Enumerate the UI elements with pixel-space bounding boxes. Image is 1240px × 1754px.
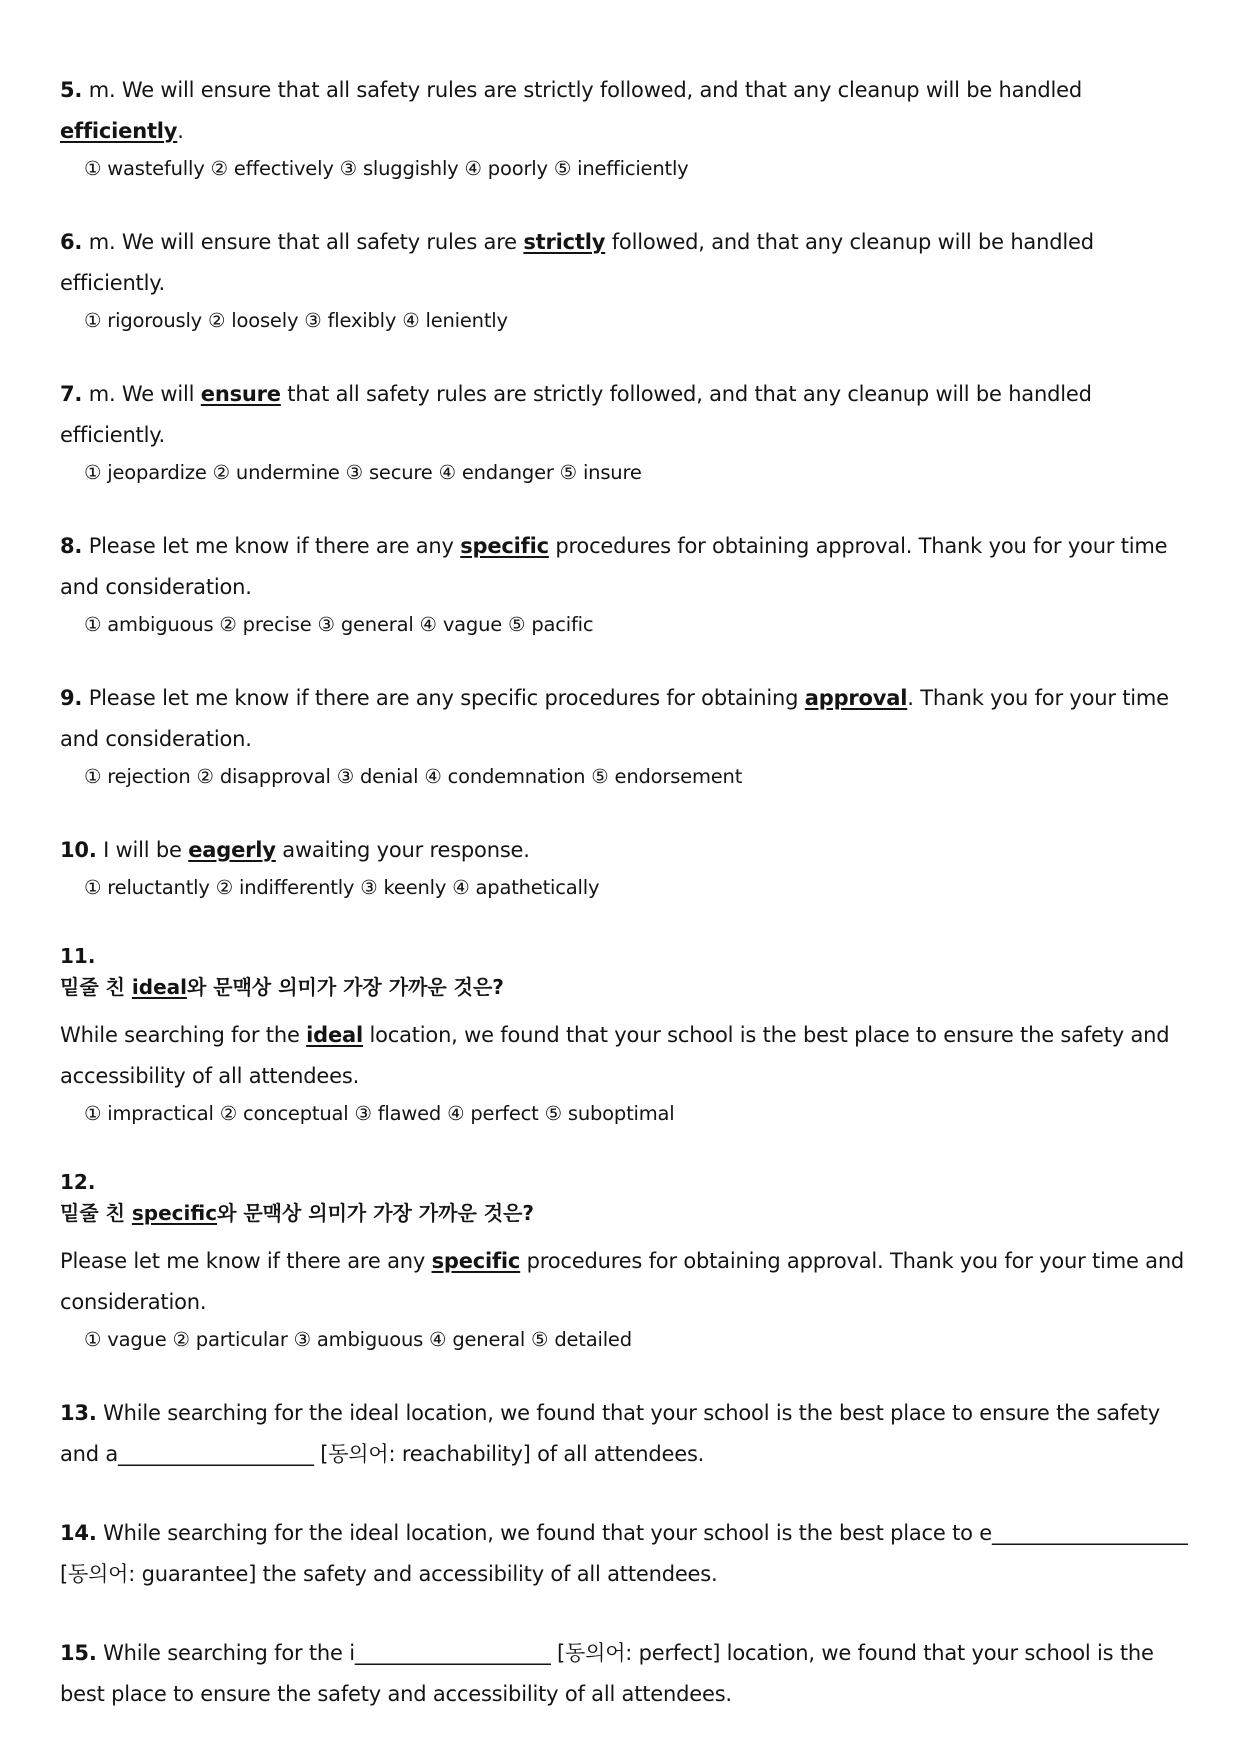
instruction-text: 밑줄 친 xyxy=(60,975,132,999)
sentence-text: . Thank you for your time and consideration. xyxy=(60,686,1169,751)
underlined-word: specific xyxy=(460,534,549,558)
underlined-word: eagerly xyxy=(188,838,276,862)
question-13 xyxy=(60,1393,1190,1475)
question-5-options: ① wastefully ② effectively ③ sluggishly ④ poorly ⑤ inefficiently xyxy=(84,157,689,180)
question-6-sentence xyxy=(60,222,1190,304)
question-7-options: ① jeopardize ② undermine ③ secure ④ endanger ⑤ insure xyxy=(84,461,642,484)
question-number: 10. xyxy=(60,838,97,862)
underlined-word: approval xyxy=(804,686,908,710)
underlined-word: efficiently xyxy=(60,119,178,143)
question-8 xyxy=(60,526,1190,640)
sentence-text: awaiting your response. xyxy=(275,838,530,862)
question-number: 9. xyxy=(60,686,83,710)
sentence-text: procedures for obtaining approval. Thank you for your time and consideration. xyxy=(60,534,1168,599)
question-number: 5. xyxy=(60,78,83,102)
sentence-text: m. We will ensure that all safety rules are strictly followed, and that any cleanup will be handled xyxy=(88,78,1083,102)
question-number: 8. xyxy=(60,534,83,558)
question-number: 13. xyxy=(60,1401,97,1425)
question-5-sentence xyxy=(60,70,1190,152)
sentence-text: that all safety rules are strictly followed, and that any cleanup will be handled efficiently. xyxy=(60,382,1092,447)
sentence-text: While searching for the xyxy=(60,1023,307,1047)
sentence-text: location, we found that your school is the best place to ensure the safety and accessibility of all attendees. xyxy=(60,1023,1170,1088)
underlined-word: specific xyxy=(431,1249,521,1273)
question-number: 6. xyxy=(60,230,83,254)
question-11-options: ① impractical ② conceptual ③ flawed ④ perfect ⑤ suboptimal xyxy=(84,1102,675,1125)
question-5 xyxy=(60,70,1190,184)
question-15 xyxy=(60,1633,1190,1715)
question-12 xyxy=(60,1167,1190,1355)
question-7-sentence xyxy=(60,374,1190,456)
question-8-options: ① ambiguous ② precise ③ general ④ vague ⑤ pacific xyxy=(84,613,594,636)
question-6 xyxy=(60,222,1190,336)
question-number: 15. xyxy=(60,1641,97,1665)
underlined-word: ensure xyxy=(200,382,281,406)
worksheet-page xyxy=(60,70,1190,1753)
question-9-options: ① rejection ② disapproval ③ denial ④ condemnation ⑤ endorsement xyxy=(84,765,743,788)
question-10-options: ① reluctantly ② indifferently ③ keenly ④ apathetically xyxy=(84,876,600,899)
question-number: 14. xyxy=(60,1521,97,1545)
question-15-sentence xyxy=(60,1633,1190,1715)
sentence-text: Please let me know if there are any xyxy=(88,534,461,558)
question-12-instruction xyxy=(60,1198,1190,1229)
question-13-sentence xyxy=(60,1393,1190,1475)
underlined-word: ideal xyxy=(306,1023,363,1047)
question-12-options: ① vague ② particular ③ ambiguous ④ general ⑤ detailed xyxy=(84,1328,632,1351)
instruction-text: 와 문맥상 의미가 가장 가까운 것은? xyxy=(186,975,504,999)
fill-in-blank-text: While searching for the ideal location, we found that your school is the best place to ensure the safety and a___________________ [동의어: reachability] of all attendees. xyxy=(60,1401,1161,1466)
question-11 xyxy=(60,941,1190,1129)
sentence-text: procedures for obtaining approval. Thank you for your time and consideration. xyxy=(60,1249,1185,1314)
question-12-sentence xyxy=(60,1241,1190,1323)
question-11-sentence xyxy=(60,1015,1190,1097)
instruction-text: 와 문맥상 의미가 가장 가까운 것은? xyxy=(217,1201,534,1225)
instruction-target-word: ideal xyxy=(131,975,187,999)
sentence-text: followed, and that any cleanup will be handled efficiently. xyxy=(60,230,1094,295)
fill-in-blank-text: While searching for the ideal location, we found that your school is the best place to e___________________ [동의어: guarantee] the safety and accessibility of all attendees. xyxy=(60,1521,1188,1586)
sentence-text: Please let me know if there are any xyxy=(60,1249,432,1273)
instruction-text: 밑줄 친 xyxy=(60,1201,132,1225)
question-6-options: ① rigorously ② loosely ③ flexibly ④ leniently xyxy=(84,309,508,332)
question-9 xyxy=(60,678,1190,792)
sentence-text: . xyxy=(177,119,184,143)
instruction-target-word: specific xyxy=(131,1201,218,1225)
question-8-sentence xyxy=(60,526,1190,608)
sentence-text: Please let me know if there are any specific procedures for obtaining xyxy=(88,686,805,710)
question-number: 7. xyxy=(60,382,83,406)
question-9-sentence xyxy=(60,678,1190,760)
sentence-text: m. We will xyxy=(88,382,201,406)
question-14 xyxy=(60,1513,1190,1595)
question-7 xyxy=(60,374,1190,488)
question-11-instruction xyxy=(60,972,1190,1003)
fill-in-blank-text: While searching for the i___________________ [동의어: perfect] location, we found that your school is the best place to ensure the safety and accessibility of all attendees. xyxy=(60,1641,1154,1706)
question-14-sentence xyxy=(60,1513,1190,1595)
sentence-text: I will be xyxy=(103,838,189,862)
underlined-word: strictly xyxy=(523,230,606,254)
question-10 xyxy=(60,830,1190,903)
question-10-sentence xyxy=(60,830,1190,871)
question-number: 12. xyxy=(60,1170,96,1194)
question-number: 11. xyxy=(60,944,96,968)
sentence-text: m. We will ensure that all safety rules are xyxy=(88,230,524,254)
